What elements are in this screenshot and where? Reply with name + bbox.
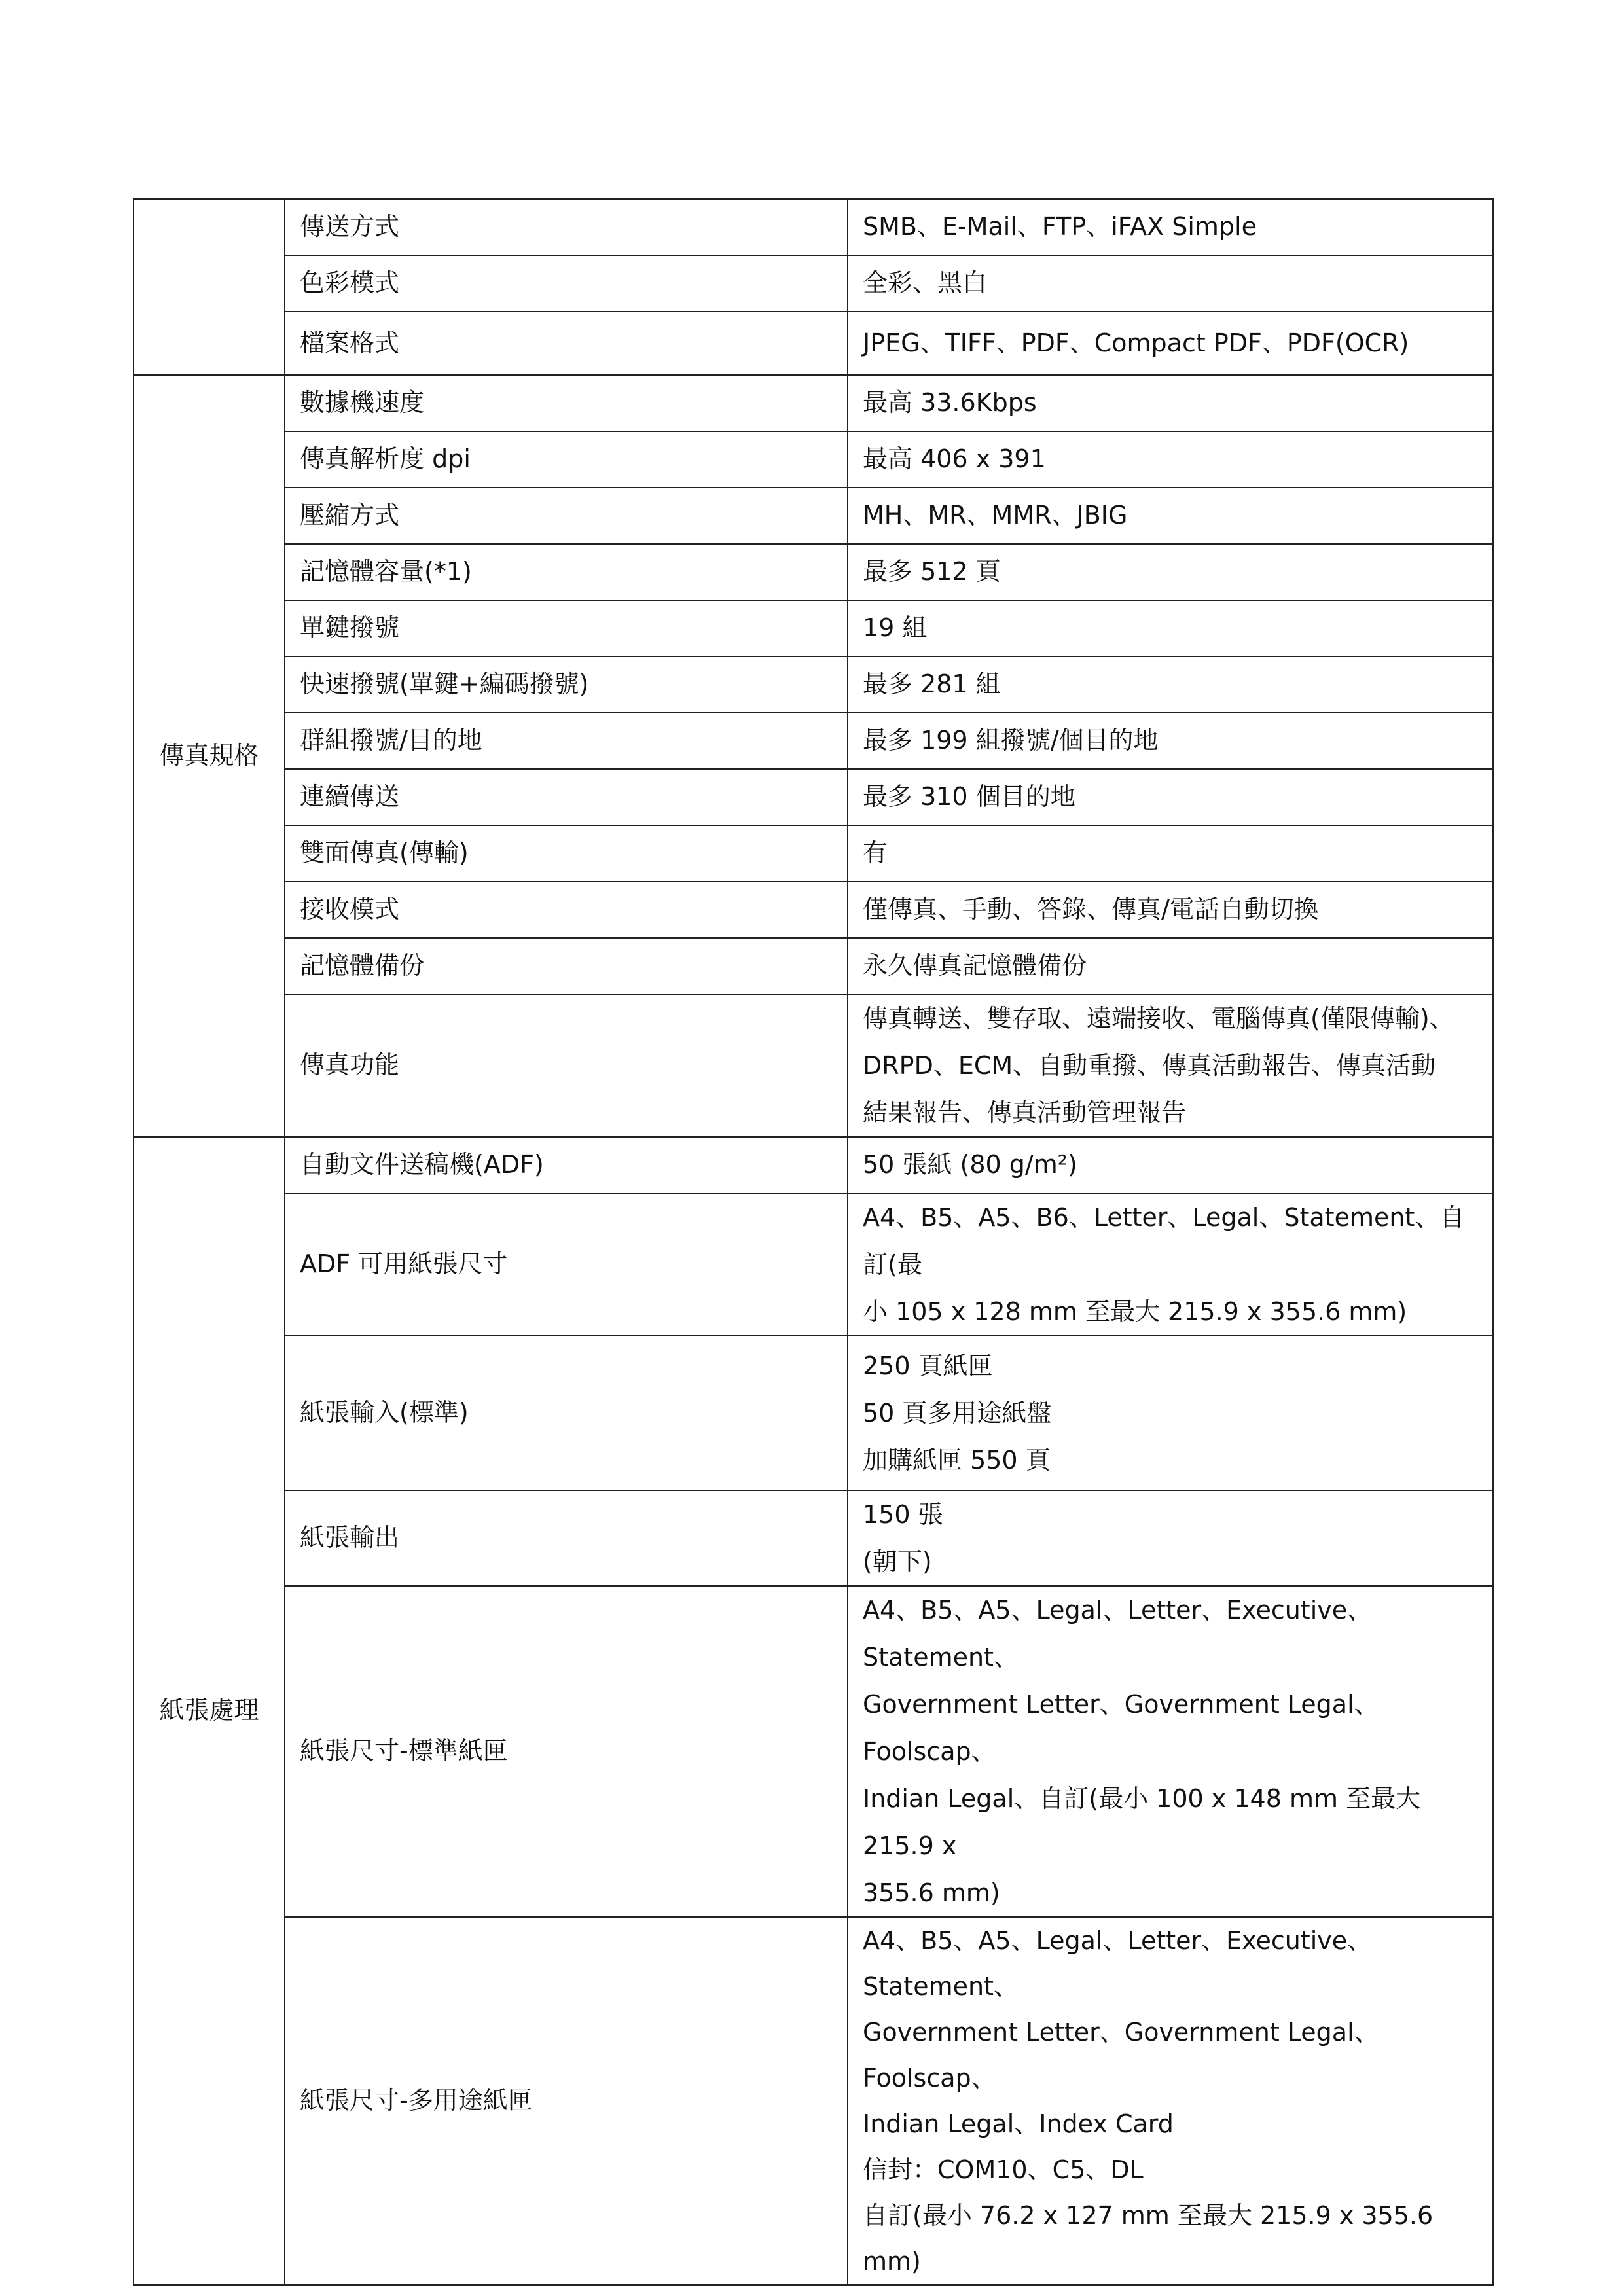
spec-label: 傳真解析度 dpi	[285, 431, 848, 488]
spec-value-line: MH、MR、MMR、JBIG	[863, 501, 1128, 530]
spec-label: 連續傳送	[285, 769, 848, 825]
spec-value-line: JPEG、TIFF、PDF、Compact PDF、PDF(OCR)	[863, 328, 1409, 357]
spec-value-line: DRPD、ECM、自動重撥、傳真活動報告、傳真活動	[863, 1051, 1436, 1080]
spec-value-line: SMB、E-Mail、FTP、iFAX Simple	[863, 212, 1257, 242]
spec-value	[848, 825, 1493, 882]
spec-label: 壓縮方式	[285, 488, 848, 544]
spec-value	[848, 431, 1493, 488]
spec-value-line: 自訂(最小 76.2 x 127 mm 至最大 215.9 x 355.6 mm)	[863, 2201, 1434, 2276]
spec-value-line: 僅傳真、手動、答錄、傳真/電話自動切換	[863, 895, 1319, 924]
spec-value	[848, 375, 1493, 431]
spec-label: 紙張尺寸-標準紙匣	[285, 1586, 848, 1917]
category-cell: 紙張處理	[134, 1137, 285, 2285]
spec-value	[848, 656, 1493, 713]
category-cell: 傳真規格	[134, 375, 285, 1137]
spec-value-line: 最多 199 組撥號/個目的地	[863, 726, 1159, 755]
spec-value	[848, 312, 1493, 375]
spec-value	[848, 1336, 1493, 1490]
spec-value	[848, 488, 1493, 544]
spec-label: 單鍵撥號	[285, 600, 848, 656]
spec-label: 記憶體備份	[285, 938, 848, 994]
category-cell	[134, 199, 285, 375]
spec-value-line: Government Letter、Government Legal、Foolscap、	[863, 1690, 1379, 1766]
spec-value-line: 50 頁多用途紙盤	[863, 1399, 1052, 1427]
spec-value-line: 有	[863, 838, 888, 868]
spec-value-line: Indian Legal、Index Card	[863, 2109, 1174, 2138]
spec-value-line: 最多 512 頁	[863, 557, 1001, 586]
spec-row	[134, 882, 1493, 938]
spec-row	[134, 1193, 1493, 1336]
spec-value	[848, 1586, 1493, 1917]
spec-value-line: 小 105 x 128 mm 至最大 215.9 x 355.6 mm)	[863, 1297, 1407, 1326]
spec-value-line: 信封：COM10、C5、DL	[863, 2155, 1144, 2184]
spec-row	[134, 544, 1493, 600]
spec-label: 紙張輸出	[285, 1490, 848, 1586]
spec-value-line: 最多 310 個目的地	[863, 782, 1075, 812]
spec-value	[848, 199, 1493, 255]
spec-row	[134, 1917, 1493, 2285]
spec-value-line: 50 張紙 (80 g/m²)	[863, 1150, 1077, 1179]
spec-value-line: 永久傳真記憶體備份	[863, 951, 1087, 980]
spec-value-line: A4、B5、A5、B6、Letter、Legal、Statement、自訂(最	[863, 1203, 1465, 1279]
spec-value	[848, 255, 1493, 312]
spec-table	[133, 198, 1494, 2286]
spec-value-line: 傳真轉送、雙存取、遠端接收、電腦傳真(僅限傳輸)、	[863, 1004, 1454, 1033]
spec-label: 自動文件送稿機(ADF)	[285, 1137, 848, 1193]
spec-value-line: 加購紙匣 550 頁	[863, 1446, 1051, 1475]
spec-row	[134, 938, 1493, 994]
spec-label: 檔案格式	[285, 312, 848, 375]
spec-row	[134, 600, 1493, 656]
spec-value	[848, 1137, 1493, 1193]
spec-row	[134, 488, 1493, 544]
spec-row	[134, 375, 1493, 431]
spec-label: ADF 可用紙張尺寸	[285, 1193, 848, 1336]
spec-value-line: Indian Legal、自訂(最小 100 x 148 mm 至最大 215.9 x	[863, 1784, 1421, 1860]
spec-value-line: 全彩、黑白	[863, 268, 988, 298]
spec-row	[134, 1490, 1493, 1586]
spec-value-line: 250 頁紙匣	[863, 1352, 993, 1380]
spec-value	[848, 769, 1493, 825]
spec-value	[848, 994, 1493, 1137]
spec-label: 傳真功能	[285, 994, 848, 1137]
spec-row	[134, 431, 1493, 488]
spec-value-line: (朝下)	[863, 1547, 932, 1576]
spec-value-line: 最高 406 x 391	[863, 444, 1046, 474]
spec-label: 雙面傳真(傳輸)	[285, 825, 848, 882]
spec-row	[134, 656, 1493, 713]
spec-value-line: 150 張	[863, 1500, 943, 1529]
spec-value	[848, 544, 1493, 600]
spec-label: 傳送方式	[285, 199, 848, 255]
spec-value-line: 結果報告、傳真活動管理報告	[863, 1098, 1187, 1127]
spec-label: 數據機速度	[285, 375, 848, 431]
spec-label: 快速撥號(單鍵+編碼撥號)	[285, 656, 848, 713]
spec-value-line: A4、B5、A5、Legal、Letter、Executive、Statement、	[863, 1926, 1373, 2001]
spec-value	[848, 713, 1493, 769]
spec-value	[848, 600, 1493, 656]
spec-row	[134, 1586, 1493, 1917]
spec-label: 色彩模式	[285, 255, 848, 312]
spec-value-line: 19 組	[863, 613, 928, 643]
spec-row	[134, 713, 1493, 769]
spec-value-line: 最高 33.6Kbps	[863, 388, 1037, 418]
spec-row	[134, 255, 1493, 312]
spec-label: 紙張輸入(標準)	[285, 1336, 848, 1490]
spec-value-line: 最多 281 組	[863, 670, 1001, 699]
spec-row	[134, 1336, 1493, 1490]
spec-value	[848, 938, 1493, 994]
spec-row	[134, 825, 1493, 882]
spec-row	[134, 769, 1493, 825]
spec-label: 紙張尺寸-多用途紙匣	[285, 1917, 848, 2285]
spec-label: 群組撥號/目的地	[285, 713, 848, 769]
spec-row	[134, 994, 1493, 1137]
spec-value	[848, 1193, 1493, 1336]
spec-value-line: A4、B5、A5、Legal、Letter、Executive、Statement、	[863, 1596, 1373, 1672]
spec-label: 接收模式	[285, 882, 848, 938]
spec-value	[848, 882, 1493, 938]
spec-value	[848, 1917, 1493, 2285]
spec-value	[848, 1490, 1493, 1586]
spec-value-line: Government Letter、Government Legal、Foolscap、	[863, 2018, 1379, 2092]
spec-row	[134, 199, 1493, 255]
spec-row	[134, 312, 1493, 375]
spec-row	[134, 1137, 1493, 1193]
spec-label: 記憶體容量(*1)	[285, 544, 848, 600]
spec-value-line: 355.6 mm)	[863, 1878, 1000, 1907]
